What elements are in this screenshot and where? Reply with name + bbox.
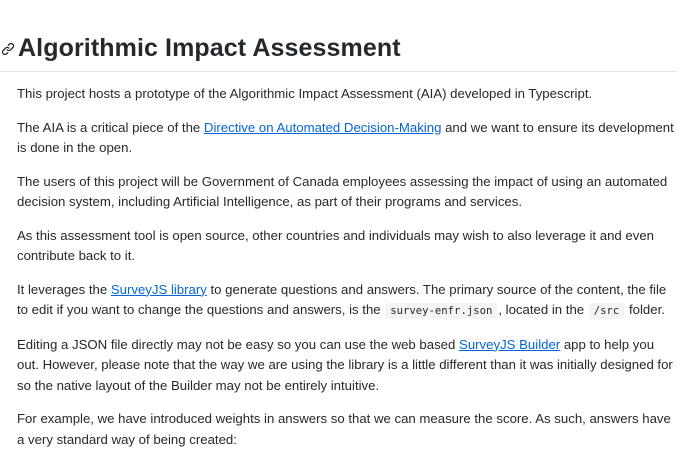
text-segment: folder. <box>625 302 665 317</box>
text-segment: It leverages the <box>17 281 111 297</box>
link-icon[interactable] <box>1 42 15 56</box>
surveyjs-builder-link[interactable]: SurveyJS Builder <box>459 336 561 352</box>
text-segment: app to help you out. However, please note that the way we are using the library is a little different than it was initially designed for so the native layout of the Builder may not be entirely intuitive. <box>17 336 673 393</box>
surveyjs-library-link[interactable]: SurveyJS library <box>110 281 207 297</box>
text-segment: , located in the <box>498 302 588 317</box>
inline-code-filename: survey-enfr.json <box>385 303 497 319</box>
text-segment: Editing a JSON file directly may not be easy so you can use the web based <box>17 336 460 352</box>
paragraph-weights: For example, we have introduced weights in answers so that we can measure the score. As such, answers have a very standard way of being created: <box>17 411 671 447</box>
text-segment: and we want to ensure its development is done in the open. <box>17 119 674 155</box>
readme-content <box>17 84 677 463</box>
paragraph-builder <box>17 335 677 397</box>
paragraph-intro: This project hosts a prototype of the Algorithmic Impact Assessment (AIA) developed in Typescript. <box>17 86 593 101</box>
directive-link[interactable]: Directive on Automated Decision-Making <box>203 119 442 135</box>
page-heading <box>0 31 677 72</box>
paragraph-directive <box>17 118 677 159</box>
paragraph-surveyjs <box>17 280 677 322</box>
paragraph-users: The users of this project will be Government of Canada employees assessing the impact of using an automated decision system, including Artificial Intelligence, as part of their programs and services. <box>17 173 668 209</box>
page-title: Algorithmic Impact Assessment <box>18 34 401 62</box>
paragraph-open-source: As this assessment tool is open source, other countries and individuals may wish to also leverage it and even contribute back to it. <box>17 227 655 263</box>
text-segment: to generate questions and answers. The primary source of the content, the file to edit if you want to change the questions and answers, is the <box>17 281 667 317</box>
text-segment: The AIA is a critical piece of the <box>17 119 204 135</box>
inline-code-folder: /src <box>589 303 625 319</box>
